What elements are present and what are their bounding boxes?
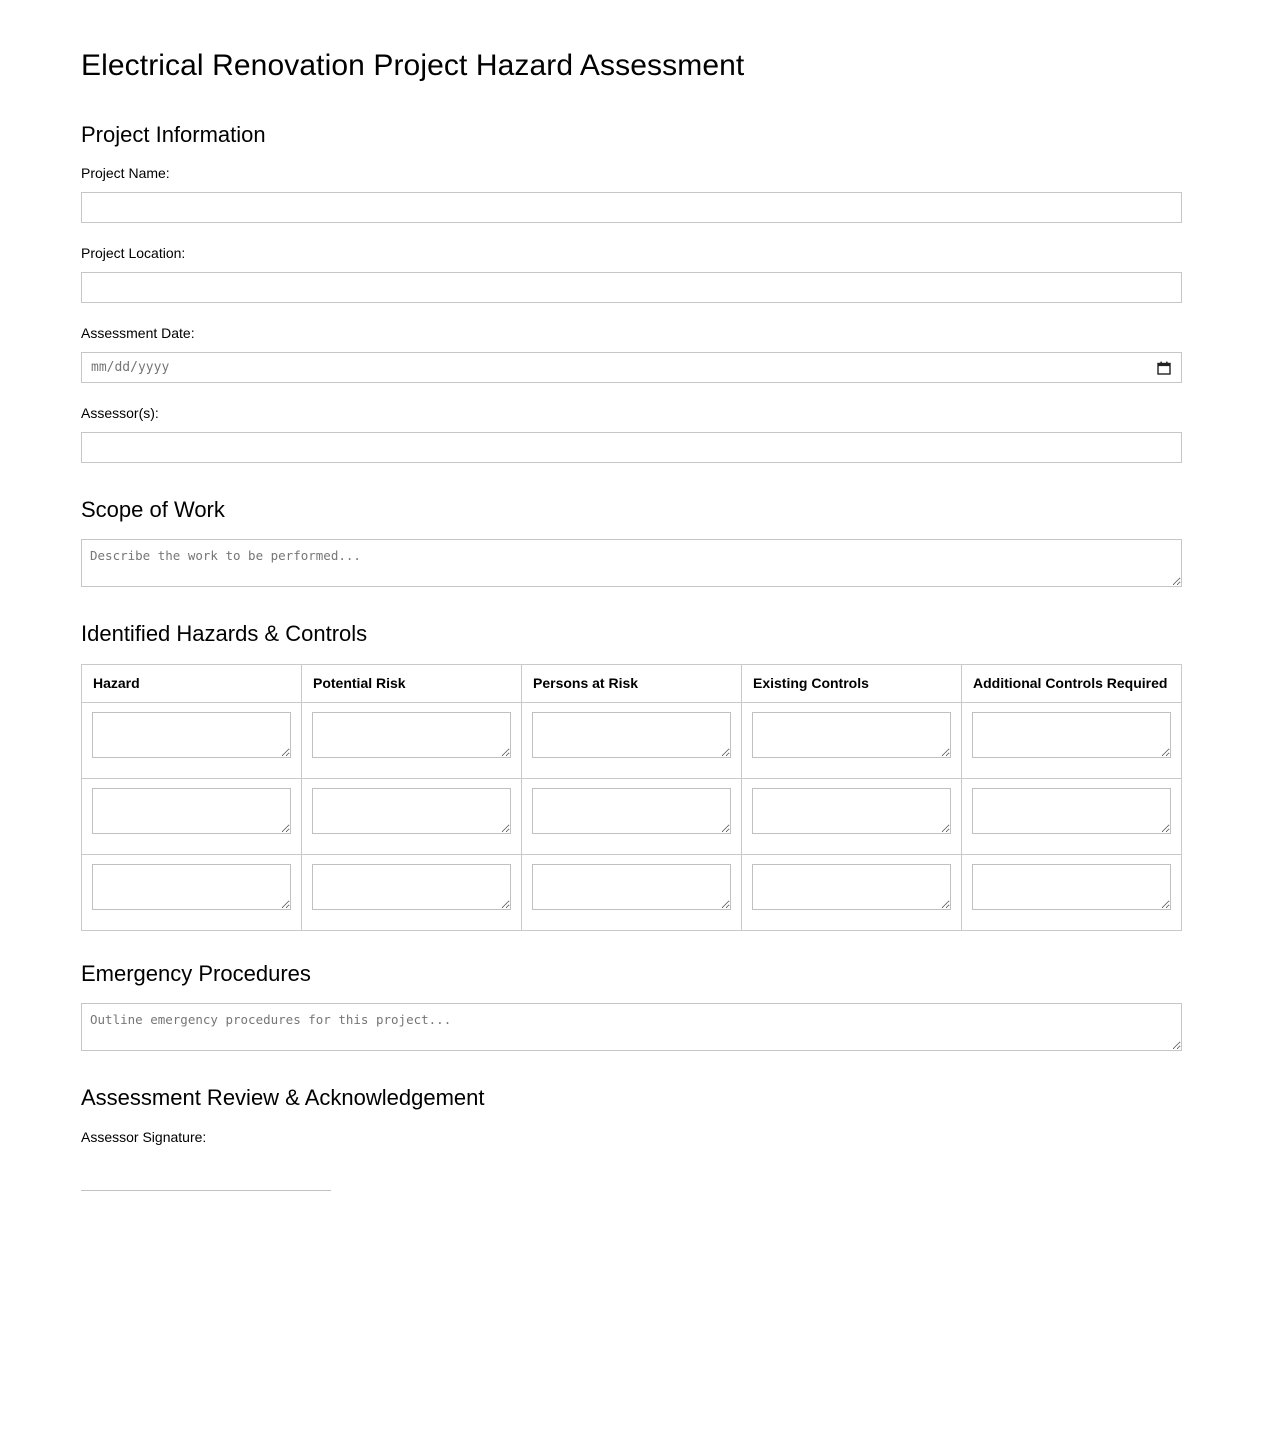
table-row (82, 854, 1182, 930)
table-row (82, 778, 1182, 854)
cell-potential-risk (302, 778, 522, 854)
section-emergency-procedures (81, 961, 1182, 1051)
additional-controls-textarea[interactable] (972, 712, 1171, 758)
field-assessors (81, 404, 1182, 463)
persons-at-risk-textarea[interactable] (532, 864, 731, 910)
field-assessment-date (81, 324, 1182, 383)
potential-risk-textarea[interactable] (312, 788, 511, 834)
date-placeholder-text: mm/dd/yyyy (91, 360, 170, 376)
field-project-name (81, 164, 1182, 223)
assessor-signature-line[interactable] (81, 1190, 331, 1191)
hazard-textarea[interactable] (92, 712, 291, 758)
potential-risk-textarea[interactable] (312, 712, 511, 758)
cell-hazard (82, 778, 302, 854)
cell-potential-risk (302, 702, 522, 778)
column-header-additional-controls: Additional Controls Required (962, 664, 1182, 702)
hazards-table-body (82, 702, 1182, 930)
hazard-textarea[interactable] (92, 864, 291, 910)
project-name-input[interactable] (81, 192, 1182, 223)
potential-risk-textarea[interactable] (312, 864, 511, 910)
column-header-persons-at-risk: Persons at Risk (522, 664, 742, 702)
project-location-input[interactable] (81, 272, 1182, 303)
label-assessor-signature: Assessor Signature: (81, 1128, 207, 1145)
calendar-icon[interactable] (1157, 361, 1171, 375)
cell-additional-controls (962, 778, 1182, 854)
section-heading-project-information: Project Information (81, 122, 266, 147)
cell-hazard (82, 854, 302, 930)
column-header-potential-risk: Potential Risk (302, 664, 522, 702)
cell-existing-controls (742, 854, 962, 930)
label-assessors: Assessor(s): (81, 405, 159, 422)
hazards-table-head (82, 664, 1182, 702)
cell-existing-controls (742, 778, 962, 854)
cell-potential-risk (302, 854, 522, 930)
column-header-hazard: Hazard (82, 664, 302, 702)
label-assessment-date: Assessment Date: (81, 325, 195, 342)
cell-hazard (82, 702, 302, 778)
table-header-row (82, 664, 1182, 702)
existing-controls-textarea[interactable] (752, 864, 951, 910)
assessors-input[interactable] (81, 432, 1182, 463)
section-project-information (81, 122, 1182, 463)
section-heading-scope-of-work: Scope of Work (81, 496, 225, 522)
existing-controls-textarea[interactable] (752, 712, 951, 758)
label-project-location: Project Location: (81, 245, 186, 262)
section-identified-hazards (81, 621, 1182, 930)
cell-persons-at-risk (522, 778, 742, 854)
scope-of-work-textarea[interactable] (81, 539, 1182, 587)
section-heading-emergency-procedures: Emergency Procedures (81, 960, 311, 986)
additional-controls-textarea[interactable] (972, 788, 1171, 834)
section-assessment-review (81, 1085, 1182, 1191)
cell-persons-at-risk (522, 702, 742, 778)
hazard-textarea[interactable] (92, 788, 291, 834)
emergency-procedures-textarea[interactable] (81, 1003, 1182, 1051)
existing-controls-textarea[interactable] (752, 788, 951, 834)
cell-additional-controls (962, 702, 1182, 778)
additional-controls-textarea[interactable] (972, 864, 1171, 910)
table-row (82, 702, 1182, 778)
cell-existing-controls (742, 702, 962, 778)
persons-at-risk-textarea[interactable] (532, 788, 731, 834)
label-project-name: Project Name: (81, 165, 170, 182)
section-heading-identified-hazards: Identified Hazards & Controls (81, 621, 368, 647)
persons-at-risk-textarea[interactable] (532, 712, 731, 758)
cell-persons-at-risk (522, 854, 742, 930)
assessment-date-input[interactable] (81, 352, 1182, 383)
section-scope-of-work (81, 497, 1182, 587)
field-project-location (81, 244, 1182, 303)
hazards-table (81, 664, 1182, 931)
cell-additional-controls (962, 854, 1182, 930)
date-field-box[interactable] (81, 352, 1182, 383)
page-title: Electrical Renovation Project Hazard Assessment (81, 49, 745, 82)
section-heading-assessment-review: Assessment Review & Acknowledgement (81, 1085, 485, 1111)
column-header-existing-controls: Existing Controls (742, 664, 962, 702)
